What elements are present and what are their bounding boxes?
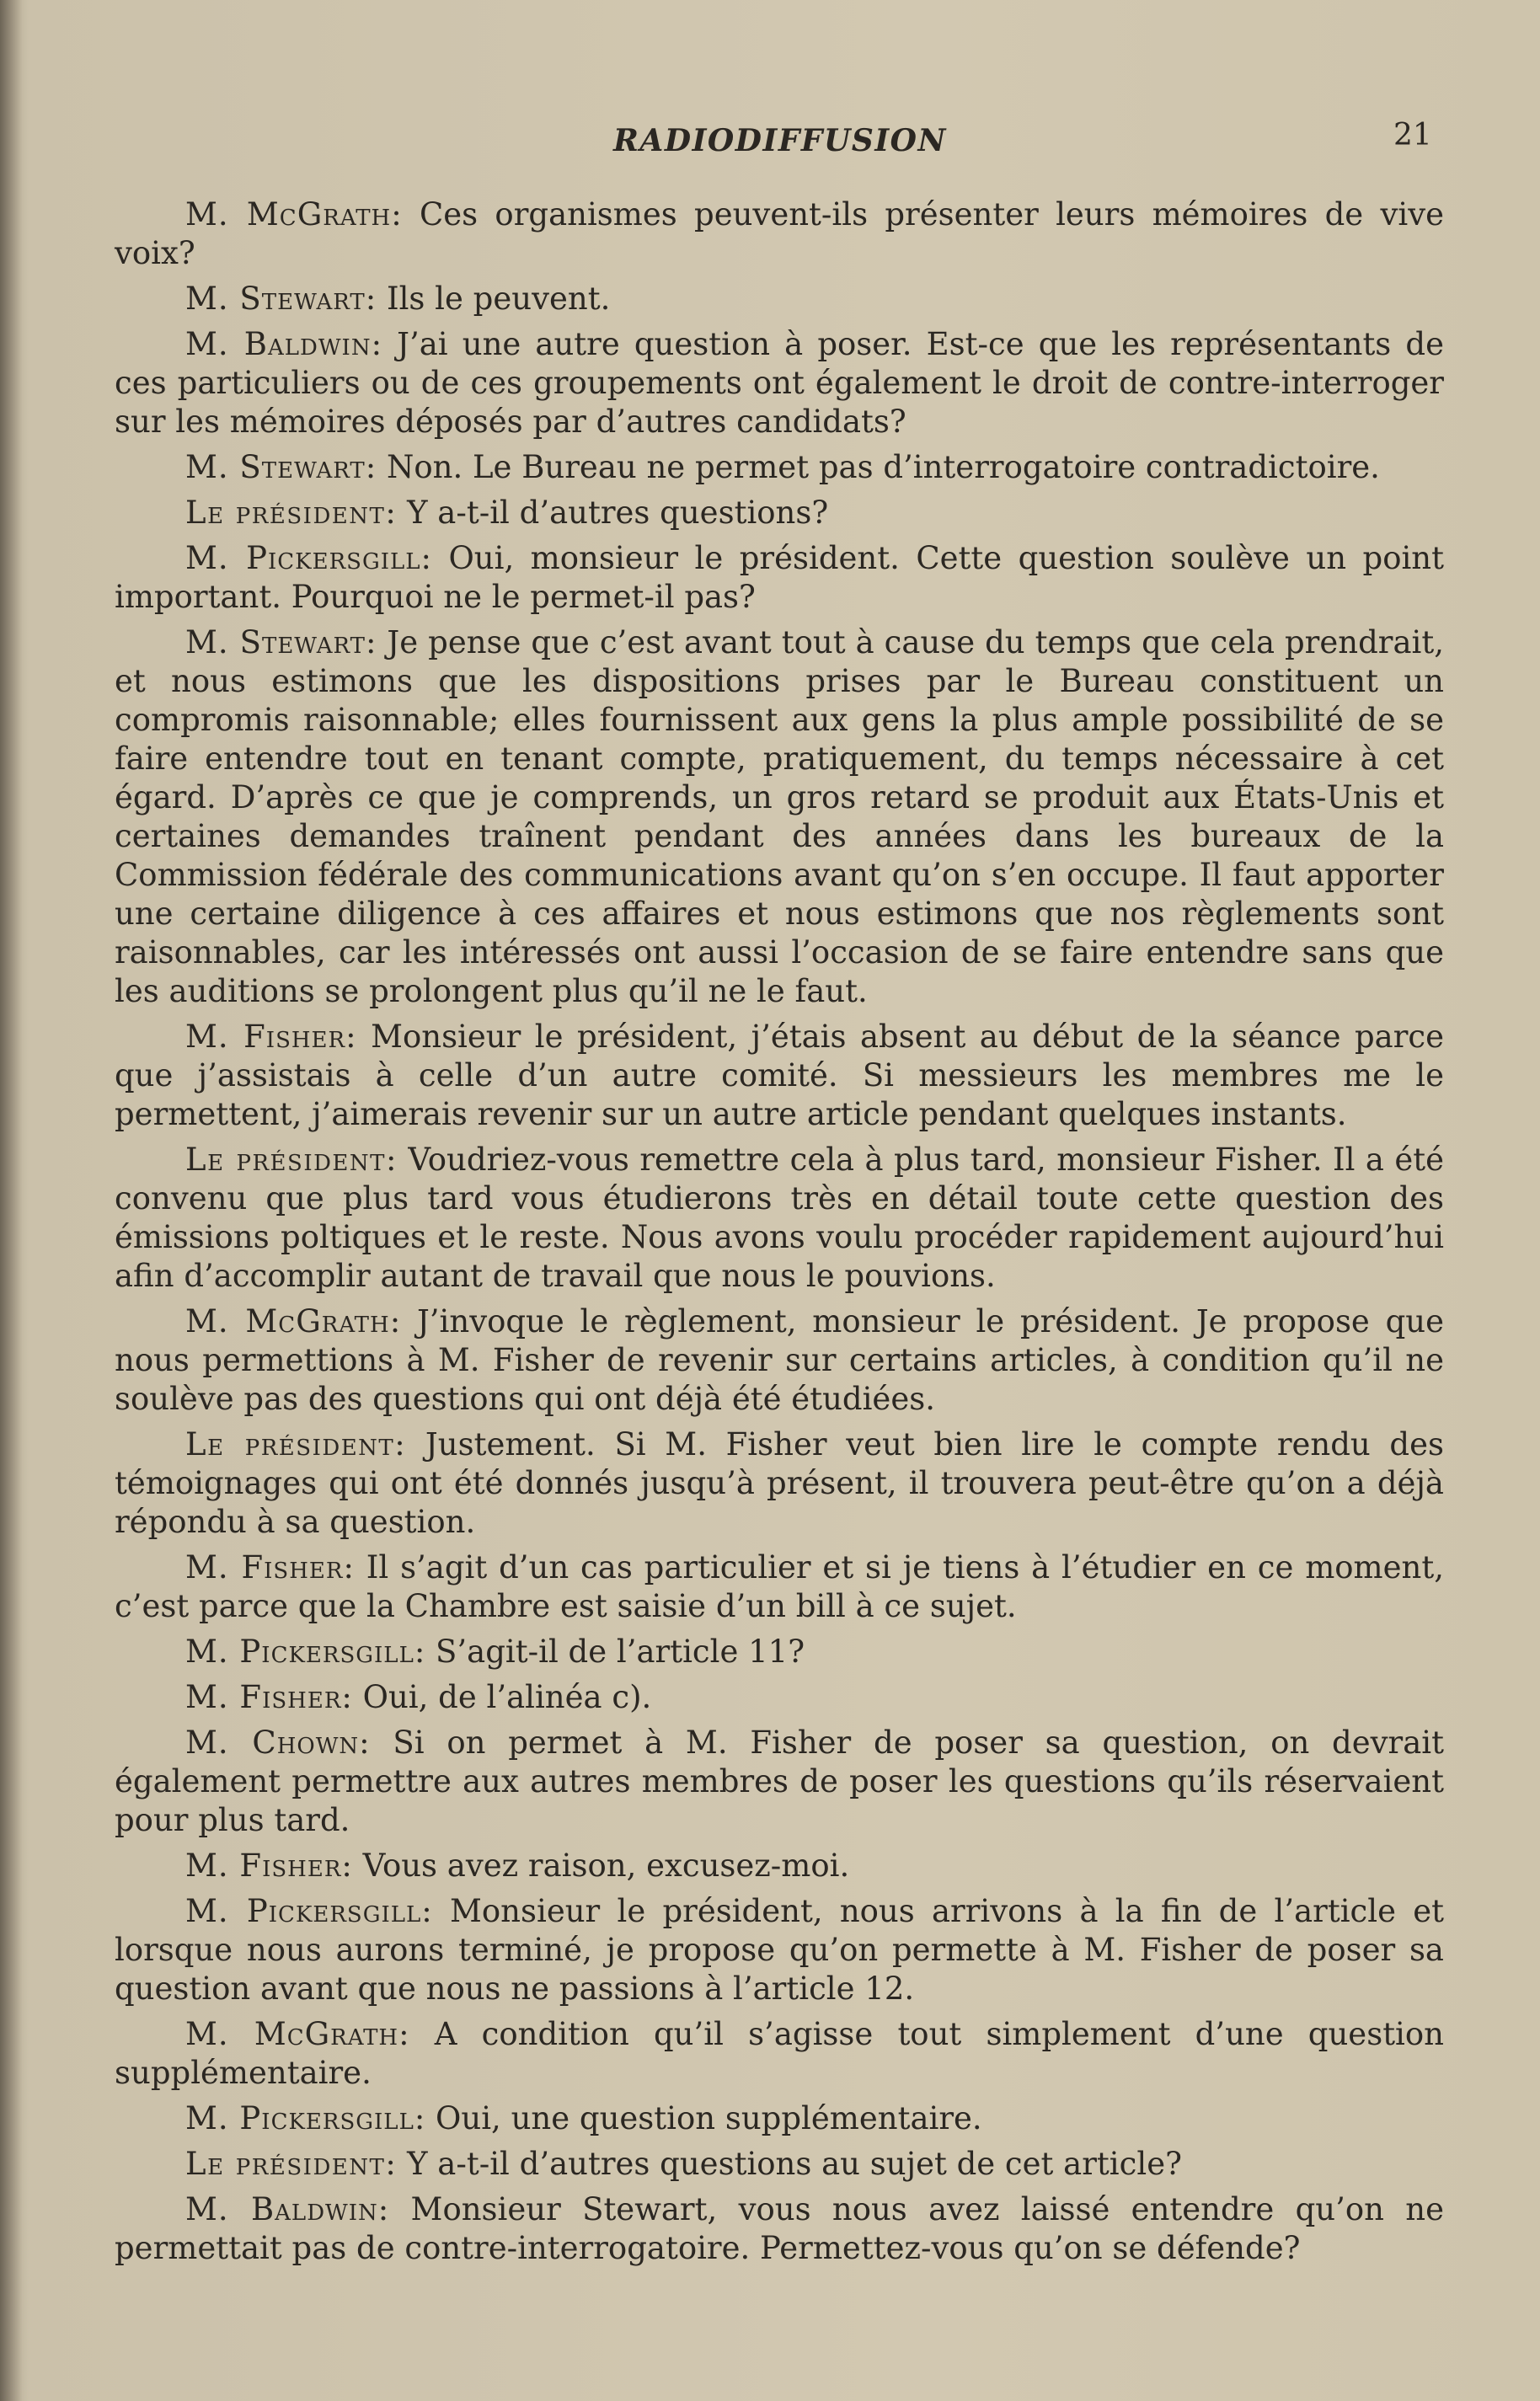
speech-text: Oui, une question supplémentaire. [425,2100,982,2136]
speech-text: Y a-t-il d’autres questions? [397,495,829,531]
speaker-name: Le président: [185,2146,398,2182]
transcript-body [115,195,1444,2275]
speaker-name: M. Pickersgill: [185,1893,433,1929]
transcript-paragraph [115,494,1444,532]
speaker-name: M. Pickersgill: [185,540,432,576]
transcript-paragraph [115,2015,1444,2093]
speaker-name: M. Chown: [185,1725,371,1761]
page-header [0,118,1540,168]
transcript-paragraph [115,1548,1444,1626]
speech-text: Non. Le Bureau ne permet pas d’interrogatoire contradictoire. [377,449,1380,485]
transcript-paragraph [115,1847,1444,1885]
speaker-name: M. Stewart: [185,281,377,317]
transcript-paragraph [115,1892,1444,2008]
transcript-paragraph [115,1302,1444,1419]
speech-text: Y a-t-il d’autres questions au sujet de cet article? [397,2146,1182,2182]
transcript-paragraph [115,280,1444,318]
page-number: 21 [1393,118,1432,152]
speech-text: Vous avez raison, excusez-moi. [352,1848,850,1884]
speaker-name: Le président: [185,495,398,531]
speech-text: Voudriez-vous remettre cela à plus tard, monsieur Fisher. Il a été convenu que plus tard vous étudierons très en détail toute cette question des émissions poltiques et le reste. Nous avons voulu procéder rapidement aujourd’hui afin d’accomplir autant de travail que nous le pouvions. [115,1142,1445,1294]
speech-text: Justement. Si M. Fisher veut bien lire le compte rendu des témoignages qui ont été donnés jusqu’à présent, il trouvera peut-être qu’on a déjà répondu à sa question. [115,1426,1445,1540]
speech-text: A condition qu’il s’agisse tout simplement d’une question supplémentaire. [115,2016,1444,2091]
speech-text: J’invoque le règlement, monsieur le président. Je propose que nous permettions à M. Fisher de revenir sur certains articles, à condition qu’il ne soulève pas des questions qui ont déjà été étudiées. [115,1303,1445,1417]
speaker-name: M. Stewart: [185,624,377,660]
speaker-name: M. Baldwin: [185,326,383,362]
speaker-name: M. McGrath: [185,1303,402,1340]
transcript-paragraph [115,1141,1444,1296]
transcript-paragraph [115,1425,1444,1542]
speaker-name: M. Stewart: [185,449,377,485]
speaker-name: M. McGrath: [185,2016,410,2052]
speech-text: Monsieur Stewart, vous nous avez laissé entendre qu’on ne permettait pas de contre-interrogatoire. Permettez-vous qu’on se défende? [115,2191,1444,2266]
transcript-paragraph [115,1678,1444,1717]
speech-text: S’agit-il de l’article 11? [425,1634,805,1670]
transcript-paragraph [115,2190,1444,2268]
speech-text: Monsieur le président, nous arrivons à la fin de l’article et lorsque nous aurons terminé, je propose qu’on permette à M. Fisher de poser sa question avant que nous ne passions à l’article 12. [115,1893,1444,2007]
transcript-paragraph [115,1724,1444,1840]
speech-text: J’ai une autre question à poser. Est-ce que les représentants de ces particuliers ou de ces groupements ont également le droit de contre-interroger sur les mémoires déposés par d’autres candidats? [115,326,1444,440]
speaker-name: M. Fisher: [185,1848,353,1884]
speaker-name: Le président: [185,1426,407,1463]
transcript-paragraph [115,2099,1444,2138]
page-binding-edge [0,0,22,2401]
speech-text: Il s’agit d’un cas particulier et si je tiens à l’étudier en ce moment, c’est parce que la Chambre est saisie d’un bill à ce sujet. [115,1549,1444,1624]
speaker-name: M. Fisher: [185,1549,355,1586]
speaker-name: M. Baldwin: [185,2191,390,2227]
transcript-paragraph [115,2145,1444,2184]
speaker-name: M. Fisher: [185,1019,357,1055]
speech-text: Oui, monsieur le président. Cette question soulève un point important. Pourquoi ne le permet-il pas? [115,540,1445,615]
transcript-paragraph [115,1018,1444,1134]
speech-text: Je pense que c’est avant tout à cause du temps que cela prendrait, et nous estimons que les dispositions prises par le Bureau constituent un compromis raisonnable; elles fournissent aux gens la plus ample possibilité de se faire entendre tout en tenant compte, pratiquement, du temps nécessaire à cet égard. D’après ce que je comprends, un gros retard se produit aux États-Unis et certaines demandes traînent pendant des années dans les bureaux de la Commission fédérale des communications avant qu’on s’en occupe. Il faut apporter une certaine diligence à ces affaires et nous estimons que nos règlements sont raisonnables, car les intéressés ont aussi l’occasion de se faire entendre sans que les auditions se prolongent plus qu’il ne le faut. [115,624,1444,1009]
speech-text: Monsieur le président, j’étais absent au début de la séance parce que j’assistais à celle d’un autre comité. Si messieurs les membres me le permettent, j’aimerais revenir sur un autre article pendant quelques instants. [115,1019,1445,1132]
transcript-paragraph [115,1633,1444,1671]
transcript-paragraph [115,195,1444,273]
speaker-name: M. Pickersgill: [185,2100,426,2136]
speech-text: Ces organismes peuvent-ils présenter leurs mémoires de vive voix? [115,196,1444,271]
transcript-paragraph [115,539,1444,617]
speaker-name: M. McGrath: [185,196,403,233]
transcript-paragraph [115,325,1444,441]
running-title: RADIODIFFUSION [613,123,947,158]
transcript-paragraph [115,623,1444,1011]
speech-text: Ils le peuvent. [377,281,611,317]
speech-text: Oui, de l’alinéa c). [352,1679,652,1715]
speaker-name: Le président: [185,1142,398,1178]
transcript-paragraph [115,448,1444,487]
speaker-name: M. Fisher: [185,1679,353,1715]
speech-text: Si on permet à M. Fisher de poser sa question, on devrait également permettre aux autres membres de poser les questions qu’ils réservaient pour plus tard. [115,1725,1444,1838]
speaker-name: M. Pickersgill: [185,1634,426,1670]
